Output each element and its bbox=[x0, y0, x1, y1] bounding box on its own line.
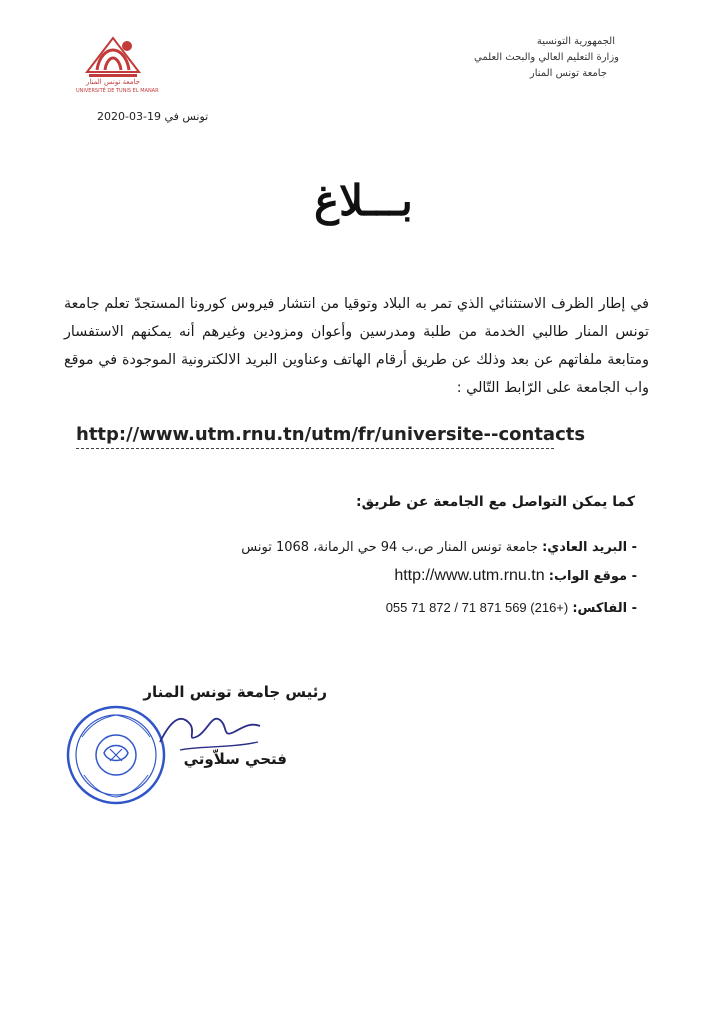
contact-website-value[interactable]: http://www.utm.rnu.tn bbox=[394, 567, 545, 584]
header-republic: الجمهورية التونسية bbox=[536, 36, 615, 47]
contacts-link[interactable]: http://www.utm.rnu.tn/utm/fr/universite--contacts bbox=[76, 424, 554, 449]
contact-mail-label: - البريد العادي: bbox=[542, 540, 637, 555]
contact-website-row bbox=[394, 567, 637, 585]
contact-fax-value: 055 71 872 / 71 871 569 (216+) bbox=[385, 600, 569, 615]
header-university: جامعة تونس المنار bbox=[529, 68, 607, 79]
logo-latin-name: UNIVERSITÉ DE TUNIS EL MANAR bbox=[76, 88, 159, 94]
page-title: بـــلاغ bbox=[314, 176, 413, 225]
contact-fax-label: - الفاكس: bbox=[572, 601, 637, 616]
signer-title: رئيس جامعة تونس المنار bbox=[143, 683, 327, 701]
contact-mail-row bbox=[241, 540, 637, 555]
document-date: تونس في 19-03-2020 bbox=[97, 110, 209, 123]
contact-mail-value: جامعة تونس المنار ص.ب 94 حي الرمانة، 1068 تونس bbox=[241, 540, 538, 555]
contact-heading: كما يمكن التواصل مع الجامعة عن طريق: bbox=[355, 494, 635, 510]
contact-website-label: - موقع الواب: bbox=[548, 569, 637, 584]
header-ministry: وزارة التعليم العالي والبحث العلمي bbox=[474, 52, 619, 63]
body-paragraph: في إطار الظرف الاستثنائي الذي تمر به البلاد وتوقيا من انتشار فيروس كورونا المستجدّ تعلم جامعة تونس المنار طالبي الخدمة من طلبة ومدرسين وأعوان ومزودين وغيرهم أنه يمكنهم الاستفسار ومتابعة ملفاتهم عن بعد وذلك عن طريق أرقام الهاتف وعناوين البريد الالكترونية الموجودة في موقع واب الجامعة على الرّابط التّالي : bbox=[64, 296, 649, 396]
signer-name: فتحي سلاّوتي bbox=[183, 750, 287, 768]
logo-arabic-name: جامعة تونس المنار bbox=[86, 78, 140, 86]
contact-fax-row bbox=[386, 600, 637, 616]
